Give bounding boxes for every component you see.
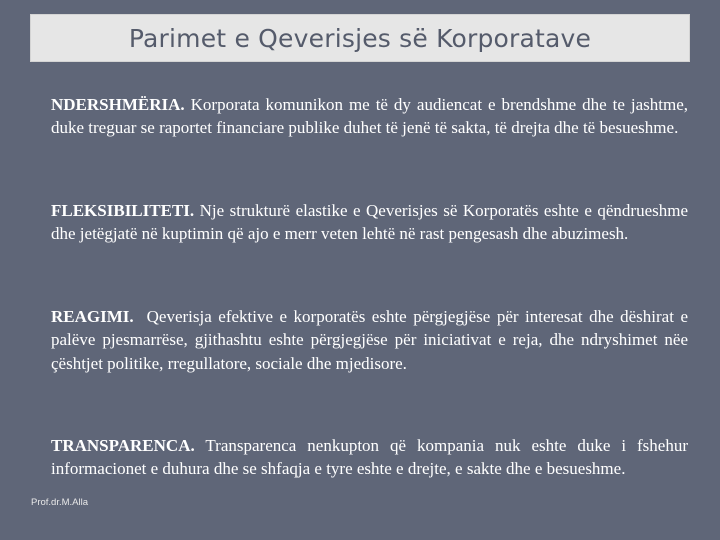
footer-author: Prof.dr.M.Alla xyxy=(31,497,89,508)
paragraph-text: Qeverisja efektive e korporatës eshte përgjegjëse për interesat dhe dëshirat e palëve pjesmarrëse, gjithashtu eshte përgjegjëse për iniciativat e reja, dhe ndryshimet nëe çështjet politike, rregullatore, sociale dhe mjedisore. xyxy=(51,307,693,373)
paragraph-heading: FLEKSIBILITETI. xyxy=(51,201,195,220)
paragraph-text: Nje strukturë elastike e Qeverisjes së Korporatës eshte e qëndrueshme dhe jetëgjatë në kuptimin që ajo e merr veten lehtë në rast pengesash dhe abuzimesh. xyxy=(51,201,688,244)
paragraph-heading: NDERSHMËRIA. xyxy=(51,95,185,114)
paragraph-fleksibiliteti xyxy=(51,199,688,246)
slide-title: Parimet e Qeverisjes së Korporatave xyxy=(128,24,592,53)
paragraph-text: Korporata komunikon me të dy audiencat e brendshme dhe te jashtme, duke treguar se raportet financiare publike duhet të jenë të sakta, të drejta dhe të besueshme. xyxy=(51,95,688,138)
title-bar xyxy=(30,14,690,62)
paragraph-transparenca xyxy=(51,434,688,481)
paragraph-heading: REAGIMI. xyxy=(51,307,134,326)
paragraph-heading: TRANSPARENCA. xyxy=(51,436,195,455)
paragraph-ndershmeria xyxy=(51,93,688,140)
paragraph-reagimi xyxy=(51,305,693,375)
paragraph-text: Transparenca nenkupton që kompania nuk eshte duke i fshehur informacionet e duhura dhe se shfaqja e tyre eshte e drejte, e sakte dhe e besueshme. xyxy=(51,436,688,479)
